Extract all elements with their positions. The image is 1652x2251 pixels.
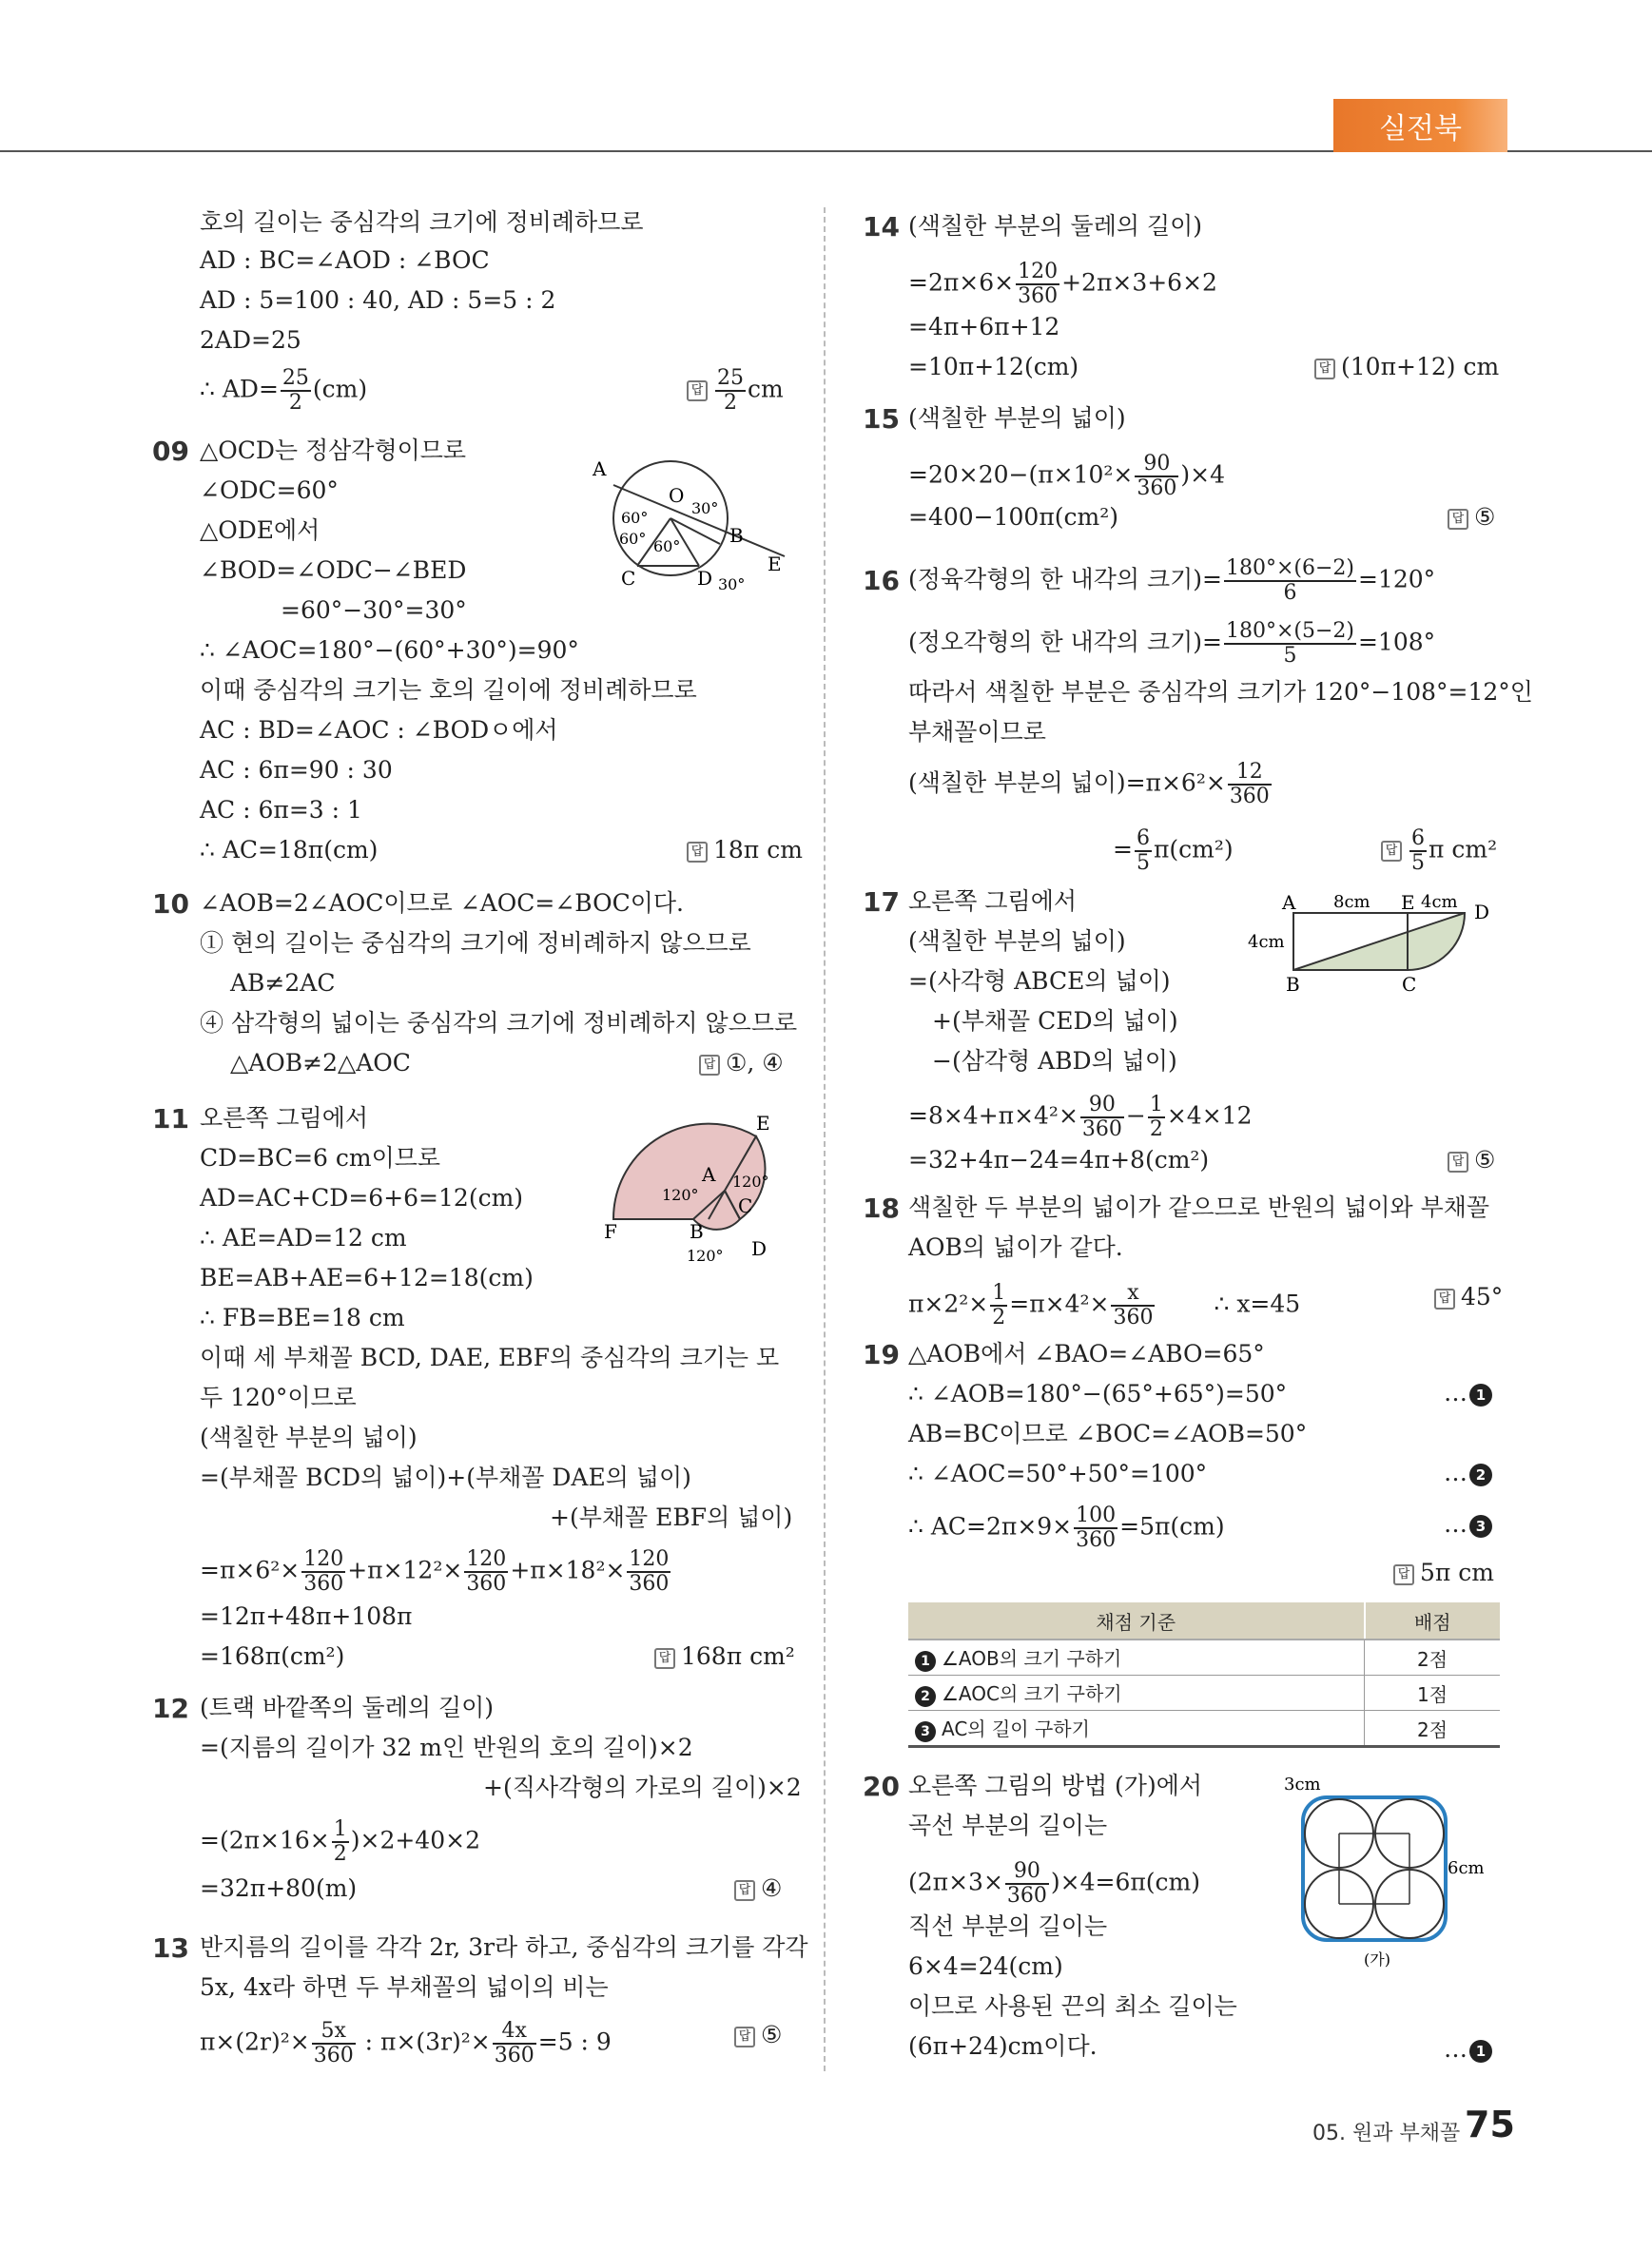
p11-line6: ∴ FB=BE=18 cm <box>200 1304 405 1331</box>
p18-number: 18 <box>863 1193 900 1224</box>
p14-line1: (색칠한 부분의 둘레의 길이) <box>908 212 1202 240</box>
p16-line6: = $\frac{6}{5}$ π(cm²) <box>1113 826 1234 875</box>
p16-line5: (색칠한 부분의 넓이)=π×6²× $\frac{12}{360}$ <box>908 760 1270 808</box>
grading-row: 2 ∠AOC의 크기 구하기 1점 <box>908 1676 1500 1711</box>
p16-line1: (정육각형의 한 내각의 크기)= $\frac{180^\circ\times(6-2)}{6}$ =120° <box>908 556 1436 605</box>
p11-line7: 이때 세 부채꼴 BCD, DAE, EBF의 중심각의 크기는 모 <box>200 1344 780 1371</box>
p09-line3: △ODE에서 <box>200 516 321 544</box>
p19-line2: ∴ ∠AOB=180°−(65°+65°)=50° <box>908 1380 1288 1407</box>
p15-line1: (색칠한 부분의 넓이) <box>908 404 1126 432</box>
p11-line14: =168π(cm²) <box>200 1642 345 1670</box>
p11-line13: =12π+48π+108π <box>200 1602 413 1630</box>
p17-line2: (색칠한 부분의 넓이) <box>908 927 1126 955</box>
p20-line5: 6×4=24(cm) <box>908 1952 1063 1980</box>
p17-line3: =(사각형 ABCE의 넓이) <box>908 967 1171 995</box>
p11-angle-1: 120° <box>662 1186 699 1204</box>
p17-line7: =32+4π−24=4π+8(cm²) <box>908 1146 1210 1174</box>
p11-angle-2: 120° <box>732 1173 769 1191</box>
p10-line4: ④ 삼각형의 넓이는 중심각의 크기에 정비례하지 않으므로 <box>200 1009 798 1037</box>
p11-line8: 두 120°이므로 <box>200 1384 357 1411</box>
p09-angle-3: 60° <box>619 530 647 548</box>
p16-line2: (정오각형의 한 내각의 크기)= $\frac{180^\circ\times(5-2)}{5}$ =108° <box>908 619 1436 668</box>
p13-line2: 5x, 4x라 하면 두 부채꼴의 넓이의 비는 <box>200 1973 609 2001</box>
p11-line1: 오른쪽 그림에서 <box>200 1104 368 1132</box>
p20-line7: (6π+24)cm이다. <box>908 2032 1098 2060</box>
p12-line4: =(2π×16× $\frac{1}{2}$ )×2+40×2 <box>200 1817 480 1866</box>
p08-line3: AD : 5=100 : 40, AD : 5=5 : 2 <box>200 286 556 314</box>
p17-number: 17 <box>863 886 900 918</box>
p11-line9: (색칠한 부분의 넓이) <box>200 1424 418 1451</box>
p09-circle-figure <box>585 447 799 599</box>
p09-label-o: O <box>669 484 685 507</box>
p17-figure <box>1246 884 1512 1008</box>
p19-mark-2: … 2 <box>1444 1459 1492 1486</box>
p17-dim-left: 4cm <box>1248 932 1285 952</box>
p19-line4: ∴ ∠AOC=50°+50°=100° <box>908 1460 1208 1487</box>
p10-answer: 답 ①, ④ <box>699 1048 784 1078</box>
p20-number: 20 <box>863 1771 900 1802</box>
p09-line7: 이때 중심각의 크기는 호의 길이에 정비례하므로 <box>200 676 697 704</box>
p08-answer: 답 $\frac{25}{2}$ cm <box>687 367 784 415</box>
p19-mark-3: … 3 <box>1444 1510 1492 1538</box>
p10-line2: ① 현의 길이는 중심각의 크기에 정비례하지 않으므로 <box>200 929 751 957</box>
p17-answer: 답 ⑤ <box>1448 1145 1495 1175</box>
p19-answer: 답 5π cm <box>1393 1558 1494 1588</box>
p12-answer: 답 ④ <box>734 1873 782 1904</box>
p11-line4: ∴ AE=AD=12 cm <box>200 1224 407 1252</box>
grading-header-points: 배점 <box>1365 1602 1501 1640</box>
p09-line11: ∴ AC=18π(cm) <box>200 836 379 864</box>
p09-label-a: A <box>593 457 607 480</box>
grading-header-criteria: 채점 기준 <box>908 1602 1365 1640</box>
p17-line1: 오른쪽 그림에서 <box>908 887 1077 915</box>
p12-line5: =32π+80(m) <box>200 1874 358 1902</box>
p20-dim-right: 6cm <box>1448 1858 1485 1878</box>
p17-line5: −(삼각형 ABD의 넓이) <box>932 1047 1177 1075</box>
p11-answer: 답 168π cm² <box>654 1641 795 1672</box>
p20-mark-1: … 1 <box>1444 2035 1492 2063</box>
p17-label-c: C <box>1402 973 1417 996</box>
p17-label-d: D <box>1474 901 1490 923</box>
p11-line12: =π×6²× $\frac{120}{360}$ +π×12²× $\frac{120}{360}$ +π×18²× $\frac{120}{360}$ <box>200 1547 670 1596</box>
p20-line4: 직선 부분의 길이는 <box>908 1912 1108 1940</box>
p11-line10: =(부채꼴 BCD의 넓이)+(부채꼴 DAE의 넓이) <box>200 1464 691 1491</box>
p20-caption: (가) <box>1364 1950 1390 1969</box>
p11-sector-figure <box>599 1103 804 1274</box>
p09-angle-1: 60° <box>621 509 649 527</box>
p14-line2: =2π×6× $\frac{120}{360}$ +2π×3+6×2 <box>908 260 1217 308</box>
p11-label-f: F <box>604 1220 617 1243</box>
section-tab: 실전북 <box>1333 99 1507 152</box>
p10-line1: ∠AOB=2∠AOC이므로 ∠AOC=∠BOC이다. <box>200 889 684 917</box>
p17-line6: =8×4+π×4²× $\frac{90}{360}$ − $\frac{1}{2}$ ×4×12 <box>908 1093 1253 1141</box>
p11-label-b: B <box>690 1220 704 1243</box>
page-number: 75 <box>1465 2104 1515 2145</box>
p11-line11: +(부채꼴 EBF의 넓이) <box>550 1504 793 1531</box>
p09-line6: ∴ ∠AOC=180°−(60°+30°)=90° <box>200 636 579 664</box>
column-divider <box>824 207 826 2071</box>
p11-label-c: C <box>738 1194 753 1217</box>
p10-line5: △AOB≠2△AOC <box>230 1049 411 1077</box>
p17-label-e: E <box>1401 891 1415 914</box>
p09-line5: =60°−30°=30° <box>281 596 467 624</box>
p20-line3: (2π×3× $\frac{90}{360}$ )×4=6π(cm) <box>908 1859 1200 1908</box>
p19-line1: △AOB에서 ∠BAO=∠ABO=65° <box>908 1340 1265 1368</box>
p19-mark-1: … 1 <box>1444 1379 1492 1407</box>
p09-line4: ∠BOD=∠ODC−∠BED <box>200 556 467 584</box>
p09-answer: 답 18π cm <box>687 835 803 865</box>
p17-dim-top: 8cm <box>1333 892 1370 912</box>
p10-number: 10 <box>152 888 189 920</box>
p09-label-e: E <box>768 553 782 575</box>
p12-line1: (트랙 바깥쪽의 둘레의 길이) <box>200 1694 494 1721</box>
p09-label-d: D <box>697 567 713 590</box>
p09-line1: △OCD는 정삼각형이므로 <box>200 437 467 464</box>
footer-chapter: 05. 원과 부채꼴 <box>1312 2122 1461 2145</box>
p11-line3: AD=AC+CD=6+6=12(cm) <box>200 1184 524 1212</box>
p11-number: 11 <box>152 1103 189 1135</box>
p18-line2: AOB의 넓이가 같다. <box>908 1233 1123 1261</box>
p11-angle-3: 120° <box>687 1247 724 1265</box>
grading-row: 3 AC의 길이 구하기 2점 <box>908 1711 1500 1747</box>
p20-circles-figure <box>1274 1775 1493 1974</box>
p08-line5: ∴ AD= $\frac{25}{2}$ (cm) <box>200 366 368 415</box>
p09-angle-2: 30° <box>691 499 719 517</box>
p11-label-a: A <box>702 1163 716 1186</box>
p14-line4: =10π+12(cm) <box>908 353 1079 380</box>
p11-line5: BE=AB+AE=6+12=18(cm) <box>200 1264 534 1291</box>
p13-answer: 답 ⑤ <box>734 2020 782 2050</box>
p14-line3: =4π+6π+12 <box>908 313 1060 340</box>
p20-line6: 이므로 사용된 끈의 최소 길이는 <box>908 1992 1237 2020</box>
grading-row: 1 ∠AOB의 크기 구하기 2점 <box>908 1640 1500 1676</box>
p12-line3: +(직사각형의 가로의 길이)×2 <box>483 1774 802 1801</box>
p17-dim-right: 4cm <box>1421 892 1458 912</box>
p16-number: 16 <box>863 565 900 596</box>
p18-line3: π×2²× $\frac{1}{2}$ =π×4²× $\frac{x}{360}$ ∴ x=45 <box>908 1281 1301 1329</box>
p15-line3: =400−100π(cm²) <box>908 503 1118 531</box>
p15-line2: =20×20−(π×10²× $\frac{90}{360}$ )×4 <box>908 452 1225 500</box>
p20-line1: 오른쪽 그림의 방법 (가)에서 <box>908 1772 1202 1799</box>
p09-line2: ∠ODC=60° <box>200 476 339 504</box>
grading-table <box>908 1602 1500 1748</box>
p17-label-b: B <box>1286 973 1300 996</box>
p09-label-c: C <box>621 567 636 590</box>
p08-line1: 호의 길이는 중심각의 크기에 정비례하므로 <box>200 208 644 236</box>
p16-line3: 따라서 색칠한 부분은 중심각의 크기가 120°−108°=12°인 <box>908 678 1533 706</box>
p18-line1: 색칠한 두 부분의 넓이가 같으므로 반원의 넓이와 부채꼴 <box>908 1193 1490 1221</box>
p08-line4: 2AD=25 <box>200 326 301 354</box>
p09-angle-5: 30° <box>718 575 746 593</box>
p11-line2: CD=BC=6 cm이므로 <box>200 1144 441 1172</box>
p09-line8: AC : BD=∠AOC : ∠BODㅇ에서 <box>200 716 558 744</box>
p17-label-a: A <box>1282 891 1296 914</box>
p11-label-d: D <box>751 1237 768 1260</box>
p16-line4: 부채꼴이므로 <box>908 718 1046 746</box>
p15-number: 15 <box>863 403 900 435</box>
p17-line4: +(부채꼴 CED의 넓이) <box>932 1007 1178 1035</box>
p20-dim-top: 3cm <box>1284 1775 1321 1795</box>
p10-line3: AB≠2AC <box>230 969 336 997</box>
p12-line2: =(지름의 길이가 32 m인 반원의 호의 길이)×2 <box>200 1734 693 1761</box>
p09-line10: AC : 6π=3 : 1 <box>200 796 362 824</box>
p19-number: 19 <box>863 1339 900 1370</box>
p13-line1: 반지름의 길이를 각각 2r, 3r라 하고, 중심각의 크기를 각각 <box>200 1933 808 1961</box>
p13-line3: π×(2r)²× $\frac{5x}{360}$ : π×(3r)²× $\frac{4x}{360}$ =5 : 9 <box>200 2019 612 2067</box>
p11-label-e: E <box>756 1112 770 1135</box>
p20-line2: 곡선 부분의 길이는 <box>908 1812 1108 1839</box>
p09-line9: AC : 6π=90 : 30 <box>200 756 393 784</box>
p08-line2: AD : BC=∠AOD : ∠BOC <box>200 246 490 274</box>
p13-number: 13 <box>152 1932 189 1964</box>
p19-line3: AB=BC이므로 ∠BOC=∠AOB=50° <box>908 1420 1308 1447</box>
p15-answer: 답 ⑤ <box>1448 502 1495 533</box>
p09-number: 09 <box>152 436 189 467</box>
p09-angle-4: 60° <box>653 537 681 555</box>
p16-answer: 답 $\frac{6}{5}$ π cm² <box>1381 827 1497 875</box>
p19-line5: ∴ AC=2π×9× $\frac{100}{360}$ =5π(cm) <box>908 1504 1225 1552</box>
p18-answer: 답 45° <box>1434 1282 1503 1312</box>
p12-number: 12 <box>152 1693 189 1724</box>
p14-answer: 답 (10π+12) cm <box>1314 352 1499 382</box>
p14-number: 14 <box>863 211 900 243</box>
p09-label-b: B <box>729 524 744 547</box>
